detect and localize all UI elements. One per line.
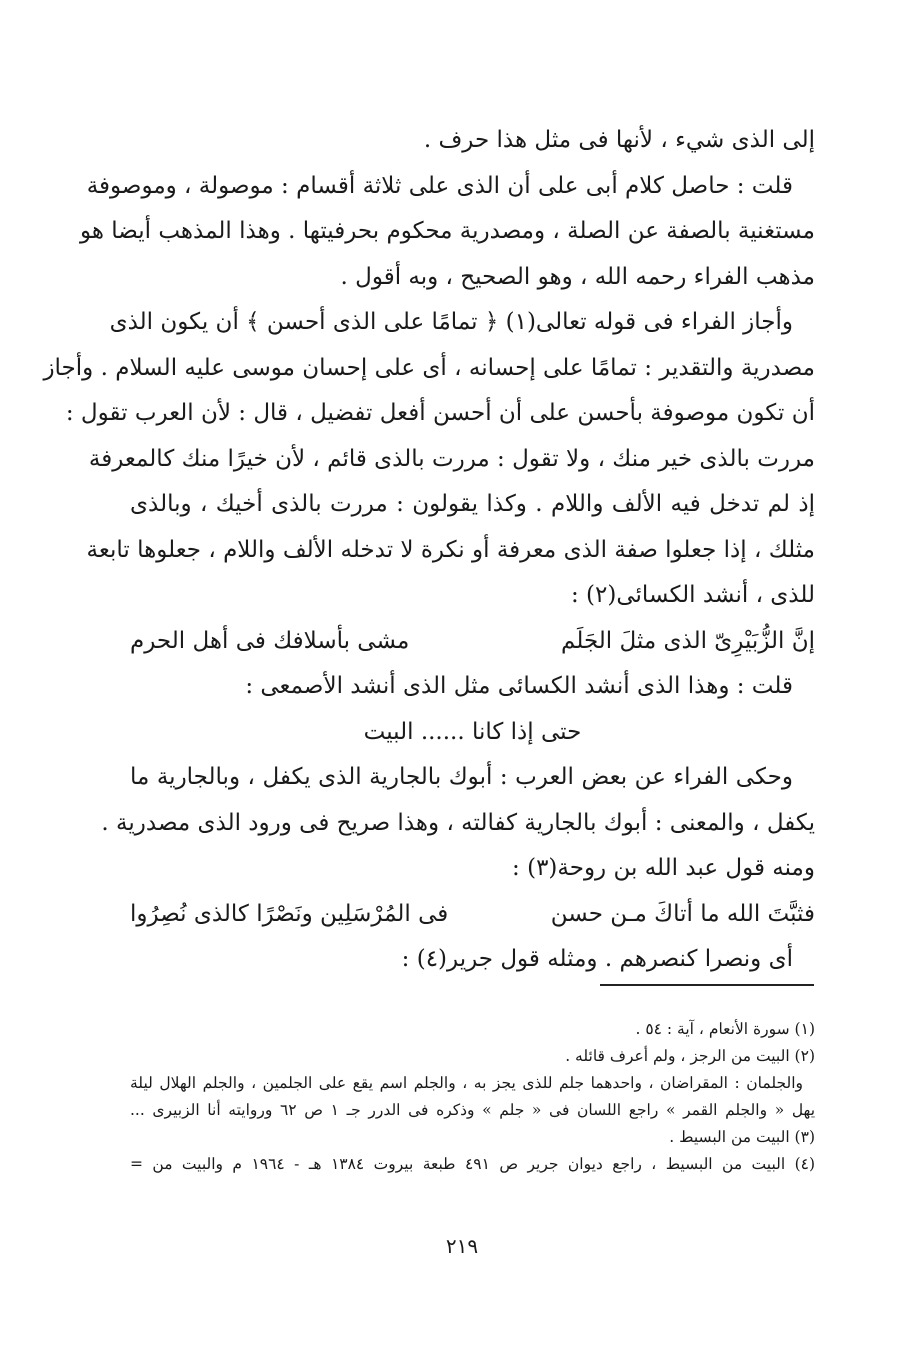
text-line: وحكى الفراء عن بعض العرب : أبوك بالجارية الذى يكفل ، وبالجارية ما [130,764,793,790]
footnote: والجلمان : المقراضان ، واحدهما جلم للذى يجز به ، والجلم اسم يقع على الجلمين ، والجلم الهلال ليلة [130,1074,803,1092]
text-line: يكفل ، والمعنى : أبوك بالجارية كفالته ، وهذا صريح فى ورود الذى مصدرية . [101,809,815,836]
text-line: مثلك ، إذا جعلوا صفة الذى معرفة أو نكرة لا تدخله الألف واللام ، جعلوها تابعة [86,536,815,563]
text-line: إلى الذى شيء ، لأنها فى مثل هذا حرف . [423,127,815,153]
text-line: قلت : حاصل كلام أبى على أن الذى على ثلاثة أقسام : موصولة ، وموصوفة [86,172,793,199]
text-line: مذهب الفراء رحمه الله ، وهو الصحيح ، وبه أقول . [340,263,815,290]
text-line: قلت : وهذا الذى أنشد الكسائى مثل الذى أنشد الأصمعى : [245,673,793,699]
text-line: إذ لم تدخل فيه الألف واللام . وكذا يقولون : مررت بالذى أخيك ، وبالذى [130,491,815,517]
footnote: (٣) البيت من البسيط . [669,1128,815,1146]
text-line: مستغنية بالصفة عن الصلة ، ومصدرية محكوم بحرفيتها . وهذا المذهب أيضا هو [79,218,815,244]
footnotes [130,1016,815,1178]
verse-line [130,619,815,665]
page-number: ٢١٩ [445,1234,479,1258]
text-line: أن تكون موصوفة بأحسن على أن أحسن أفعل تفضيل ، قال : لأن العرب تقول : [65,400,815,426]
main-text [43,118,815,983]
verse-first-hemistich: إنَّ الزُّبَيْرِىّ الذى مثلَ الجَلَم [561,627,815,654]
text-line: ومنه قول عبد الله بن روحة(٣) : [512,855,815,881]
footnote: يهل « والجلم القمر » راجع اللسان فى « جلم » وذكره فى الدرر جـ ١ ص ٦٢ وروايته أنا الزبيرى ... [130,1101,816,1119]
footnote: (٢) البيت من الرجز ، ولم أعرف قائله . [565,1047,815,1065]
footnote: (١) سورة الأنعام ، آية : ٥٤ . [635,1020,815,1038]
verse-line [130,892,815,938]
text-line: مصدرية والتقدير : تمامًا على إحسانه ، أى على إحسان موسى عليه السلام . وأجاز [43,354,815,381]
verse-reference: حتى إذا كانا ...... البيت [363,718,582,745]
verse-first-hemistich: فثبَّتَ الله ما أتاكَ مـن حسن [550,900,815,927]
verse-second-hemistich: مشى بأسلافك فى أهل الحرم [130,627,410,654]
footnote-separator [600,984,814,986]
text-line: مررت بالذى خير منك ، ولا تقول : مررت بالذى قائم ، لأن خيرًا منك كالمعرفة [88,445,815,472]
text-line: أى ونصرا كنصرهم . ومثله قول جرير(٤) : [401,946,793,972]
footnote: (٤) البيت من البسيط ، راجع ديوان جرير ص ٤٩١ طبعة بيروت ١٣٨٤ هـ - ١٩٦٤ م والبيت من = [130,1155,816,1173]
text-line: للذى ، أنشد الكسائى(٢) : [570,582,815,608]
verse-second-hemistich: فى المُرْسَلِين ونَصْرًا كالذى نُصِرُوا [130,900,449,927]
text-line: وأجاز الفراء فى قوله تعالى(١) ﴿ تمامًا على الذى أحسن ﴾ أن يكون الذى [109,309,793,335]
